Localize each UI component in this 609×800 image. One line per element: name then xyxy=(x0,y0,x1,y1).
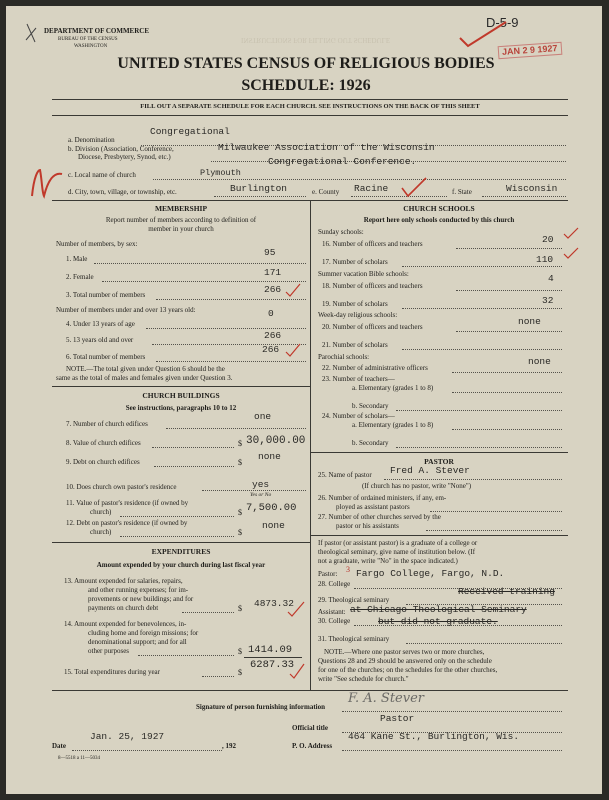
q14-label-4: other purposes xyxy=(88,647,130,655)
q2-value: 171 xyxy=(264,267,282,278)
q4-label: 4. Under 13 years of age xyxy=(66,320,135,328)
q26-label: 26. Number of ordained ministers, if any, em- xyxy=(318,494,447,502)
q10-hint: Yes or No xyxy=(250,492,272,498)
q1-label: 1. Male xyxy=(66,255,88,263)
q14-label: 14. Amount expended for benevolences, in- xyxy=(64,620,187,628)
q23b-label: b. Secondary xyxy=(352,402,389,410)
check-mark-icon xyxy=(284,342,302,358)
q25-note: (If church has no pastor, write "None") xyxy=(362,482,472,490)
q29-label: 29. Theological seminary xyxy=(318,596,390,604)
pastor-note-3: for one of the churches; on the schedules for the other churches, xyxy=(318,666,498,674)
q24b-label: b. Secondary xyxy=(352,439,389,447)
pastor-note-4: write "See schedule for church." xyxy=(318,675,409,683)
q31-label: 31. Theological seminary xyxy=(318,635,390,643)
q22-label: 22. Number of administrative officers xyxy=(322,364,428,372)
q10-value: yes xyxy=(252,479,270,490)
denomination-value: Congregational xyxy=(150,126,230,137)
pastor-college-heading: Pastor: xyxy=(318,570,338,578)
q9-value: none xyxy=(258,451,281,462)
expenditures-heading: EXPENDITURES xyxy=(151,547,211,556)
date-year-suffix: , 192 xyxy=(222,742,236,750)
q13-label: 13. Amount expended for salaries, repairs, xyxy=(64,577,183,585)
q27-label-2: pastor or his assistants xyxy=(336,522,399,530)
q12-dollar: $ xyxy=(238,528,242,537)
q11-dollar: $ xyxy=(238,508,242,517)
county-label: e. County xyxy=(312,188,340,196)
q23a-label: a. Elementary (grades 1 to 8) xyxy=(352,384,434,392)
q18-label: 18. Number of officers and teachers xyxy=(322,282,423,290)
check-marks-icon xyxy=(562,226,586,266)
signature-value: F. A. Stever xyxy=(348,691,424,706)
q13-dollar: $ xyxy=(238,604,242,613)
q17-label: 17. Number of scholars xyxy=(322,258,388,266)
expenditures-subheading: Amount expended by your church during last fiscal year xyxy=(96,561,266,569)
red-annotation-3: 3 xyxy=(346,565,350,574)
q7-label: 7. Number of church edifices xyxy=(66,420,148,428)
check-mark-icon xyxy=(288,662,306,680)
q30-label: 30. College xyxy=(318,617,351,625)
check-mark-icon xyxy=(400,176,428,198)
q25-label: 25. Name of pastor xyxy=(318,471,372,479)
signature-label: Signature of person furnishing information xyxy=(196,703,325,711)
date-value: Jan. 25, 1927 xyxy=(90,731,165,742)
official-title-value: Pastor xyxy=(380,713,415,724)
q13-label-2: and other running expenses; for im- xyxy=(88,586,189,594)
q5-value: 266 xyxy=(264,330,282,341)
assistant-value: at Chicago Theological Seminary xyxy=(350,604,527,615)
state-value: Wisconsin xyxy=(506,183,558,194)
q14-label-2: cluding home and foreign missions; for xyxy=(88,629,199,637)
q19-value: 32 xyxy=(542,295,554,306)
form-subtitle: SCHEDULE: 1926 xyxy=(241,77,371,94)
membership-subheading-2: member in your church xyxy=(148,225,214,233)
denomination-label: a. Denomination xyxy=(68,136,115,144)
under-over-label: Number of members under and over 13 years old: xyxy=(56,306,196,314)
local-name-label: c. Local name of church xyxy=(68,171,136,179)
members-by-sex-label: Number of members, by sex: xyxy=(56,240,138,248)
census-schedule-page xyxy=(6,6,602,794)
q9-label: 9. Debt on church edifices xyxy=(66,458,140,466)
q16-value: 20 xyxy=(542,234,554,245)
q6-label: 6. Total number of members xyxy=(66,353,146,361)
state-label: f. State xyxy=(452,188,472,196)
division-value: Milwaukee Association of the Wisconsin xyxy=(218,142,435,153)
q17-value: 110 xyxy=(536,254,554,265)
bleed-through-text: INSTRUCTIONS FOR FILLING OUT SCHEDULE xyxy=(241,36,391,44)
q3-label: 3. Total number of members xyxy=(66,291,146,299)
po-address-value: 464 Kane St., Burlington, Wis. xyxy=(348,731,520,742)
division-value-2: Congregational Conference. xyxy=(268,156,417,167)
po-address-label: P. O. Address xyxy=(292,742,333,750)
q9-dollar: $ xyxy=(238,458,242,467)
q8-value: 30,000.00 xyxy=(246,435,306,447)
sunday-schools-label: Sunday schools: xyxy=(318,228,364,236)
membership-heading: MEMBERSHIP xyxy=(154,204,208,213)
q20-value: none xyxy=(518,316,541,327)
q16-label: 16. Number of officers and teachers xyxy=(322,240,423,248)
form-title: UNITED STATES CENSUS OF RELIGIOUS BODIES xyxy=(117,55,495,72)
division-label-2: Diocese, Presbytery, Synod, etc.) xyxy=(78,153,171,161)
q22-value: none xyxy=(528,356,551,367)
print-code: 8—5518 a 11—5034 xyxy=(58,756,101,761)
check-mark-icon xyxy=(284,282,302,298)
q4-value: 0 xyxy=(268,308,274,319)
q27-label: 27. Number of other churches served by the xyxy=(318,513,441,521)
q14-label-3: denominational support; and for all xyxy=(88,638,187,646)
received-stamp: JAN 2 9 1927 xyxy=(498,42,562,59)
pastor-note-2: Questions 28 and 29 should be answered only on the schedule xyxy=(318,657,492,665)
parochial-schools-label: Parochial schools: xyxy=(318,353,370,361)
separate-schedule-instruction: FILL OUT A SEPARATE SCHEDULE FOR EACH CHURCH. SEE INSTRUCTIONS ON THE BACK OF THIS SHEET xyxy=(140,103,480,110)
q28-label: 28. College xyxy=(318,580,351,588)
pastor-note: NOTE.—Where one pastor serves two or more churches, xyxy=(324,648,485,656)
city-label: WASHINGTON xyxy=(74,44,108,49)
schools-heading: CHURCH SCHOOLS xyxy=(403,204,475,213)
check-mark-icon xyxy=(286,600,306,618)
graduate-info-2: theological seminary, give name of institution below. (If xyxy=(318,548,476,556)
county-value: Racine xyxy=(354,183,389,194)
q25-value: Fred A. Stever xyxy=(390,465,470,476)
q3-value: 266 xyxy=(264,284,282,295)
buildings-subheading: See instructions, paragraphs 10 to 12 xyxy=(125,404,237,412)
q14-dollar: $ xyxy=(238,647,242,656)
q26-label-2: ployed as assistant pastors xyxy=(336,503,410,511)
q7-value: one xyxy=(254,411,272,422)
pen-mark-icon xyxy=(24,22,38,46)
q18-value: 4 xyxy=(548,273,554,284)
q14-value: 1414.09 xyxy=(248,644,293,656)
city-label: d. City, town, village, or township, etc. xyxy=(68,188,177,196)
q8-label: 8. Value of church edifices xyxy=(66,439,141,447)
q15-dollar: $ xyxy=(238,668,242,677)
division-label: b. Division (Association, Conference, xyxy=(68,145,174,153)
graduate-info-3: not a graduate, write "No" in the space indicated.) xyxy=(318,557,458,565)
local-name-value: Plymouth xyxy=(200,168,241,178)
q6-value: 266 xyxy=(262,344,280,355)
city-value: Burlington xyxy=(230,183,288,194)
q11-label-2: church) xyxy=(90,508,112,516)
graduate-info: If pastor (or assistant pastor) is a graduate of a college or xyxy=(318,539,478,547)
q8-dollar: $ xyxy=(238,439,242,448)
date-label: Date xyxy=(52,742,66,750)
dept-label: DEPARTMENT OF COMMERCE xyxy=(44,27,150,35)
official-title-label: Official title xyxy=(292,724,328,732)
q30-value: but did not graduate. xyxy=(378,616,498,627)
q23-label: 23. Number of teachers— xyxy=(322,375,395,383)
q20-label: 20. Number of officers and teachers xyxy=(322,323,423,331)
q13-value: 4873.32 xyxy=(254,598,294,609)
buildings-heading: CHURCH BUILDINGS xyxy=(142,391,220,400)
q11-label: 11. Value of pastor's residence (if owned by xyxy=(66,499,189,507)
q19-label: 19. Number of scholars xyxy=(322,300,388,308)
file-number: D-5-9 xyxy=(486,15,519,30)
assistant-heading: Assistant: xyxy=(318,608,346,616)
weekday-schools-label: Week-day religious schools: xyxy=(318,311,398,319)
q29-value: Received training xyxy=(458,586,555,597)
q2-label: 2. Female xyxy=(66,273,94,281)
handwritten-n-mark-icon xyxy=(28,166,66,200)
bureau-label: BUREAU OF THE CENSUS xyxy=(58,37,118,42)
q15-value: 6287.33 xyxy=(250,659,295,671)
q15-label: 15. Total expenditures during year xyxy=(64,668,160,676)
q21-label: 21. Number of scholars xyxy=(322,341,388,349)
pastor-heading: PASTOR xyxy=(424,457,454,466)
q28-value: Fargo College, Fargo, N.D. xyxy=(356,568,505,579)
membership-note-2: same as the total of males and females given under Question 3. xyxy=(56,374,233,382)
q12-label-2: church) xyxy=(90,528,112,536)
schools-subheading: Report here only schools conducted by this church xyxy=(363,216,515,224)
q5-label: 5. 13 years old and over xyxy=(66,336,134,344)
q10-label: 10. Does church own pastor's residence xyxy=(66,483,177,491)
q12-value: none xyxy=(262,520,285,531)
q11-value: 7,500.00 xyxy=(246,502,297,514)
q12-label: 12. Debt on pastor's residence (if owned by xyxy=(66,519,188,527)
membership-subheading: Report number of members according to definition of xyxy=(105,216,257,224)
q24-label: 24. Number of scholars— xyxy=(322,412,395,420)
q24a-label: a. Elementary (grades 1 to 8) xyxy=(352,421,434,429)
summer-schools-label: Summer vacation Bible schools: xyxy=(318,270,409,278)
q13-label-3: provements or new buildings; and for xyxy=(88,595,194,603)
q1-value: 95 xyxy=(264,247,276,258)
check-mark-icon xyxy=(458,20,508,48)
membership-note: NOTE.—The total given under Question 6 should be the xyxy=(66,365,225,373)
q13-label-4: payments on church debt xyxy=(88,604,159,612)
